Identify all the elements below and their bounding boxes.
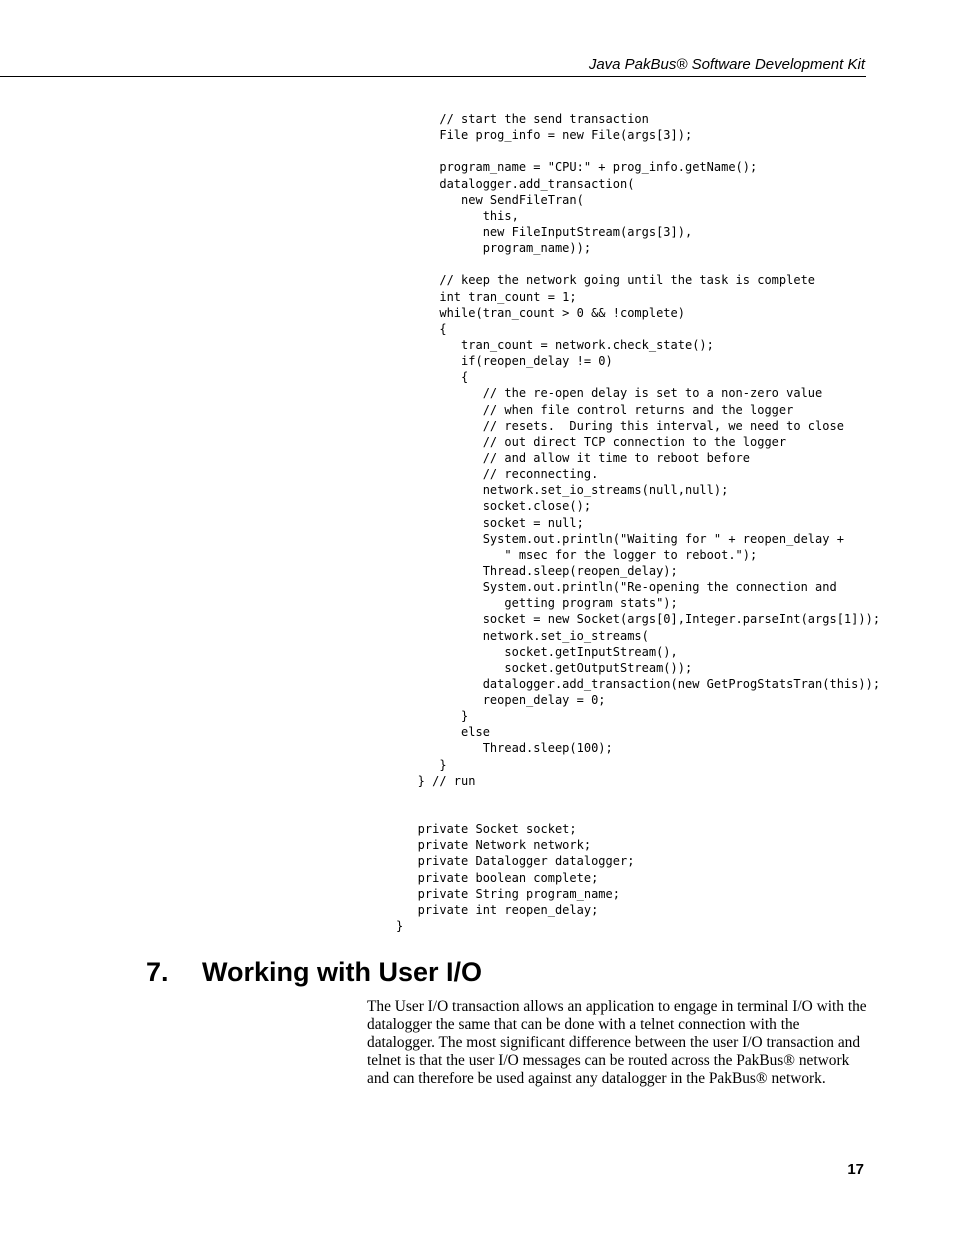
code-line: network.set_io_streams(null,null); [396, 483, 729, 498]
code-line: } // run [396, 773, 476, 788]
section-paragraph: The User I/O transaction allows an application to engage in terminal I/O with the datalogger the same that can be done with a telnet connection with the datalogger. The most significant difference between the user I/O transaction and telnet is that the user I/O messages can be routed across the PakBus® network and can therefore be used against any datalogger in the PakBus® network. [367, 998, 867, 1087]
section-heading [146, 954, 482, 990]
code-line [396, 256, 880, 272]
code-line: // keep the network going until the task is complete [396, 273, 816, 288]
code-line: socket.getOutputStream()); [396, 660, 693, 675]
code-line: private int reopen_delay; [396, 902, 599, 917]
code-line: private Datalogger datalogger; [396, 854, 635, 869]
code-line: // reconnecting. [396, 467, 599, 482]
code-line: this, [396, 208, 519, 223]
code-line: private String program_name; [396, 886, 620, 901]
code-line: while(tran_count > 0 && !complete) [396, 305, 685, 320]
code-line: // when file control returns and the logger [396, 402, 794, 417]
code-line: } [396, 919, 404, 934]
code-line: socket.getInputStream(), [396, 644, 678, 659]
code-line: // resets. During this interval, we need to close [396, 418, 844, 433]
page-number: 17 [847, 1161, 864, 1178]
code-line: // and allow it time to reboot before [396, 450, 751, 465]
code-line: socket.close(); [396, 499, 592, 514]
code-line: tran_count = network.check_state(); [396, 337, 714, 352]
code-line: new SendFileTran( [396, 192, 584, 207]
code-line: File prog_info = new File(args[3]); [396, 128, 693, 143]
code-line: { [396, 370, 469, 385]
section-title: Working with User I/O [202, 957, 483, 987]
code-line: Thread.sleep(reopen_delay); [396, 563, 678, 578]
code-line: " msec for the logger to reboot."); [396, 547, 758, 562]
code-line: datalogger.add_transaction( [396, 176, 635, 191]
code-line: private Socket socket; [396, 822, 577, 837]
header-rule [0, 76, 866, 77]
code-line: network.set_io_streams( [396, 628, 649, 643]
code-line: new FileInputStream(args[3]), [396, 224, 693, 239]
code-line: // out direct TCP connection to the logger [396, 434, 787, 449]
code-line: // the re-open delay is set to a non-zero value [396, 386, 823, 401]
code-line: program_name)); [396, 241, 592, 256]
code-line: System.out.println("Waiting for " + reopen_delay + [396, 531, 844, 546]
code-line [396, 789, 880, 805]
code-line: socket = new Socket(args[0],Integer.parseInt(args[1])); [396, 612, 881, 627]
code-line: } [396, 757, 447, 772]
code-line: int tran_count = 1; [396, 289, 577, 304]
code-line: { [396, 321, 447, 336]
code-line: else [396, 725, 490, 740]
code-line: reopen_delay = 0; [396, 693, 606, 708]
code-line: getting program stats"); [396, 596, 678, 611]
section-number: 7. [146, 957, 169, 987]
code-listing [396, 111, 880, 934]
code-line: program_name = "CPU:" + prog_info.getName(); [396, 160, 758, 175]
code-line: Thread.sleep(100); [396, 741, 613, 756]
code-line: datalogger.add_transaction(new GetProgStatsTran(this)); [396, 676, 881, 691]
code-line: } [396, 709, 469, 724]
code-line: // start the send transaction [396, 112, 649, 126]
code-line: socket = null; [396, 515, 584, 530]
running-header-title: Java PakBus® Software Development Kit [588, 56, 865, 73]
code-line [396, 143, 880, 159]
code-line [396, 805, 880, 821]
code-line: System.out.println("Re-opening the connection and [396, 580, 837, 595]
code-line: if(reopen_delay != 0) [396, 354, 613, 369]
code-line: private Network network; [396, 838, 592, 853]
code-line: private boolean complete; [396, 870, 599, 885]
